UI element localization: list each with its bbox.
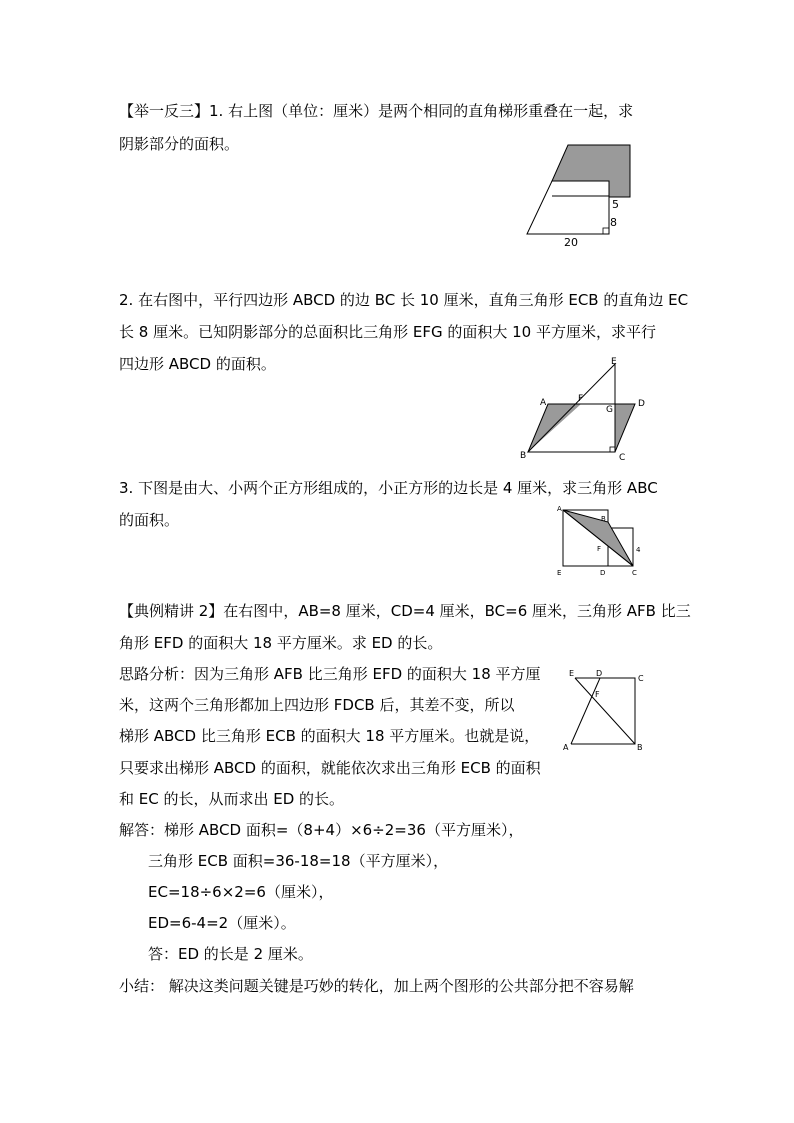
analysis-line-5: 和 EC 的长，从而求出 ED 的长。 bbox=[119, 790, 345, 808]
problem-2-line-3: 四边形 ABCD 的面积。 bbox=[119, 355, 276, 373]
label-C: C bbox=[638, 674, 644, 683]
two-squares-figure bbox=[550, 500, 650, 585]
analysis-line-1: 思路分析：因为三角形 AFB 比三角形 EFD 的面积大 18 平方厘 bbox=[119, 665, 541, 683]
label-D: D bbox=[638, 399, 645, 409]
solution-line-1: 解答：梯形 ABCD 面积=（8+4）×6÷2=36（平方厘米）， bbox=[119, 821, 524, 839]
problem-3-line-2: 的面积。 bbox=[119, 511, 180, 529]
label-E: E bbox=[569, 669, 575, 678]
label-A: A bbox=[557, 505, 562, 513]
parallelogram-figure bbox=[515, 355, 655, 465]
label-B: B bbox=[520, 451, 527, 461]
answer-line: 答：ED 的长是 2 厘米。 bbox=[148, 945, 313, 963]
label-20: 20 bbox=[564, 236, 578, 249]
label-A: A bbox=[563, 743, 569, 752]
label-E: E bbox=[557, 569, 562, 577]
problem-2-line-2: 长 8 厘米。已知阴影部分的总面积比三角形 EFG 的面积大 10 平方厘米，求平行 bbox=[119, 323, 656, 341]
label-D: D bbox=[600, 569, 606, 577]
label-B: B bbox=[637, 743, 643, 752]
solution-line-4: ED=6-4=2（厘米）。 bbox=[148, 914, 296, 932]
exercise-3-line-1: 【举一反三】1. 右上图（单位：厘米）是两个相同的直角梯形重叠在一起，求 bbox=[119, 102, 634, 120]
label-F: F bbox=[578, 394, 584, 404]
label-4: 4 bbox=[636, 546, 641, 554]
label-A: A bbox=[540, 398, 547, 408]
label-F: F bbox=[597, 545, 602, 553]
trapezoid-overlap-figure bbox=[520, 140, 645, 250]
problem-2-line-1: 2. 在右图中，平行四边形 ABCD 的边 BC 长 10 厘米，直角三角形 ECB 的直角边 EC bbox=[119, 291, 689, 309]
label-C: C bbox=[619, 453, 626, 463]
exercise-3-line-2: 阴影部分的面积。 bbox=[119, 135, 240, 153]
label-5: 5 bbox=[612, 198, 619, 211]
problem-3-line-1: 3. 下图是由大、小两个正方形组成的，小正方形的边长是 4 厘米，求三角形 ABC bbox=[119, 479, 658, 497]
summary-line: 小结： 解决这类问题关键是巧妙的转化，加上两个图形的公共部分把不容易解 bbox=[119, 977, 634, 995]
label-C: C bbox=[632, 569, 637, 577]
label-8: 8 bbox=[610, 216, 617, 229]
analysis-line-4: 只要求出梯形 ABCD 的面积，就能依次求出三角形 ECB 的面积 bbox=[119, 759, 541, 777]
trapezoid-triangle-figure bbox=[560, 665, 655, 755]
label-F: F bbox=[595, 690, 600, 699]
solution-line-3: EC=18÷6×2=6（厘米）， bbox=[148, 883, 334, 901]
solution-line-2: 三角形 ECB 面积=36-18=18（平方厘米）， bbox=[148, 852, 449, 870]
analysis-line-2: 米，这两个三角形都加上四边形 FDCB 后，其差不变，所以 bbox=[119, 696, 515, 714]
example-2-line-2: 角形 EFD 的面积大 18 平方厘米。求 ED 的长。 bbox=[119, 634, 443, 652]
label-D: D bbox=[596, 669, 603, 678]
label-E: E bbox=[611, 357, 617, 367]
example-2-line-1: 【典例精讲 2】在右图中，AB=8 厘米，CD=4 厘米，BC=6 厘米，三角形 AFB 比三 bbox=[119, 602, 691, 620]
label-G: G bbox=[606, 405, 613, 415]
label-B: B bbox=[601, 515, 606, 523]
analysis-line-3: 梯形 ABCD 比三角形 ECB 的面积大 18 平方厘米。也就是说， bbox=[119, 727, 540, 745]
